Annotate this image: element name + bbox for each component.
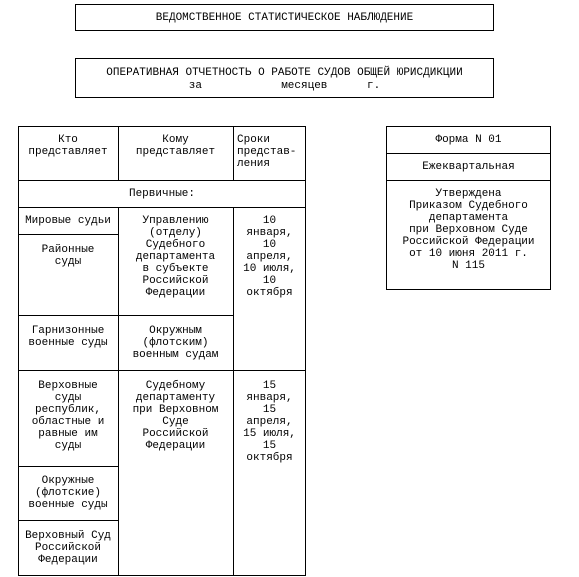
divider-to-g1 xyxy=(118,315,233,316)
report-title-box xyxy=(75,58,494,98)
to-whom-district-military-courts: Окружным (флотским) военным судам xyxy=(132,325,219,361)
who-district-courts: Районные суды xyxy=(41,244,95,268)
who-supreme-republic-courts: Верховные суды республик, областные и равные им суды xyxy=(31,380,105,452)
divider-who-g1-a xyxy=(18,234,118,235)
report-title-line2: за месяцев г. xyxy=(188,80,381,92)
form-box-divider-1 xyxy=(386,153,551,154)
who-district-military-courts: Окружные (флотские) военные суды xyxy=(28,475,108,511)
header-who: Кто представляет xyxy=(28,134,108,158)
to-whom-regional-department: Управлению (отделу) Судебного департамента в субъекте Российской Федерации xyxy=(135,215,216,299)
who-garrison-courts: Гарнизонные военные суды xyxy=(28,325,108,349)
header-deadlines: Сроки представ- ления xyxy=(237,134,297,170)
deadlines-group1: 10 января, 10 апреля, 10 июля, 10 октября xyxy=(243,215,296,299)
report-title-line1: ОПЕРАТИВНАЯ ОТЧЕТНОСТЬ О РАБОТЕ СУДОВ ОБЩЕЙ ЮРИСДИКЦИИ xyxy=(106,67,463,79)
observation-title: ВЕДОМСТВЕННОЕ СТАТИСТИЧЕСКОЕ НАБЛЮДЕНИЕ xyxy=(155,12,414,24)
primary-row-divider xyxy=(18,207,306,208)
observation-title-box xyxy=(75,4,494,31)
to-whom-judicial-department: Судебному департаменту при Верховном Суде Российской Федерации xyxy=(132,380,219,452)
divider-who-g2-b xyxy=(18,520,118,521)
form-box-divider-2 xyxy=(386,180,551,181)
deadlines-group2: 15 января, 15 апреля, 15 июля, 15 октября xyxy=(243,380,296,464)
form-approval: Утверждена Приказом Судебного департамента при Верховном Суде Российской Федерации от 10 июня 2011 г. N 115 xyxy=(402,188,535,272)
who-magistrates: Мировые судьи xyxy=(25,215,111,227)
group-divider xyxy=(18,370,306,371)
header-to-whom: Кому представляет xyxy=(135,134,216,158)
form-number: Форма N 01 xyxy=(435,134,502,146)
header-row-divider xyxy=(18,180,306,181)
who-supreme-court: Верховный Суд Российской Федерации xyxy=(25,530,111,566)
divider-who-g1-b xyxy=(18,315,118,316)
primary-label: Первичные: xyxy=(128,188,195,200)
form-periodicity: Ежеквартальная xyxy=(422,161,515,173)
divider-who-g2-a xyxy=(18,466,118,467)
